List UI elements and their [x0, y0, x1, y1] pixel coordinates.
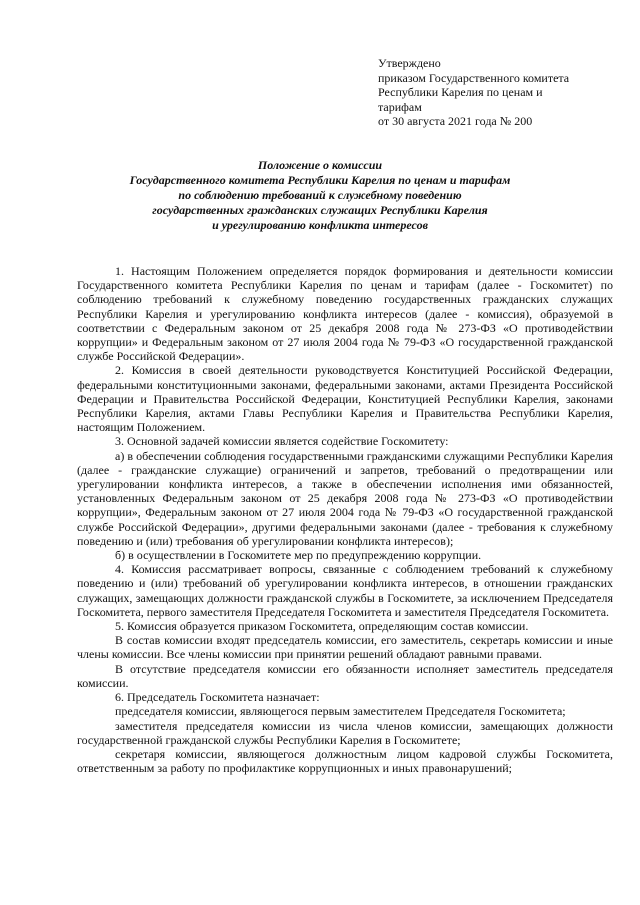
- paragraph: 3. Основной задачей комиссии является содействие Госкомитету:: [115, 434, 449, 449]
- approval-line: тарифам: [378, 99, 422, 114]
- title-line: государственных гражданских служащих Республики Карелия: [152, 203, 488, 217]
- approval-line: Утверждено: [378, 56, 441, 70]
- paragraph: В состав комиссии входят председатель комиссии, его заместитель, секретарь комиссии и иные члены комиссии. Все члены комиссии при принятии решений обладают равными правами.: [77, 633, 613, 662]
- title-line: Государственного комитета Республики Карелия по ценам и тарифам: [129, 173, 511, 187]
- approval-line: Республики Карелия по ценам и: [378, 85, 543, 99]
- paragraph: б) в осуществлении в Госкомитете мер по предупреждению коррупции.: [115, 548, 482, 563]
- paragraph: 2. Комиссия в своей деятельности руководствуется Конституцией Российской Федерации, федеральными конституционными законами, федеральными законами, актами Президента Российской Федерации и Правительства Российской Федерации, Конституцией Республики Карелия, законами Республики Карелия, актами Главы Республики Карелия и Правительства Республики Карелия, настоящим Положением.: [77, 363, 613, 435]
- paragraph: 6. Председатель Госкомитета назначает:: [115, 690, 320, 705]
- title-line: Положение о комиссии: [257, 158, 383, 172]
- approval-block: [378, 56, 618, 129]
- paragraph: председателя комиссии, являющегося первым заместителем Председателя Госкомитета;: [115, 704, 566, 719]
- paragraph: 1. Настоящим Положением определяется порядок формирования и деятельности комиссии Государственного комитета Республики Карелия по ценам и тарифам (далее - Госкомитет) по соблюдению требований к служебному поведению государственных гражданских служащих Республики Карелия и урегулированию конфликта интересов (далее - комиссия), образуемой в соответствии с Федеральным законом от 25 декабря 2008 года № 273-ФЗ «О противодействии коррупции» и Федеральным законом от 27 июля 2004 года № 79-ФЗ «О государственной гражданской службе Российской Федерации».: [77, 264, 613, 364]
- paragraph: заместителя председателя комиссии из числа членов комиссии, замещающих должности государственной гражданской службы Республики Карелия в Госкомитете;: [77, 718, 613, 747]
- title-line: по соблюдению требований к служебному поведению: [178, 188, 462, 202]
- document-body: [77, 264, 613, 775]
- paragraph: 5. Комиссия образуется приказом Госкомитета, определяющим состав комиссии.: [115, 619, 529, 634]
- approval-line: приказом Государственного комитета: [378, 70, 570, 85]
- paragraph: секретаря комиссии, являющегося должностным лицом кадровой службы Госкомитета, ответственным за работу по профилактике коррупционных и иных правонарушений;: [77, 746, 613, 776]
- title-line: и урегулированию конфликта интересов: [212, 218, 428, 232]
- approval-line: от 30 августа 2021 года № 200: [378, 114, 533, 128]
- paragraph: 4. Комиссия рассматривает вопросы, связанные с соблюдением требований к служебному поведению и (или) требований об урегулировании конфликта интересов, в отношении гражданских служащих, замещающих должности гражданской службы в Госкомитете, за исключением Председателя Госкомитета, первого заместителя Председателя Госкомитета и заместителя Председателя Госкомитета.: [77, 562, 613, 619]
- paragraph: а) в обеспечении соблюдения государственными гражданскими служащими Республики Карелия (далее - гражданские служащие) ограничений и запретов, требований о предотвращении или урегулировании конфликта интересов, а также в обеспечении исполнения ими обязанностей, установленных Федеральным законом от 25 декабря 2008 года № 273-ФЗ «О противодействии коррупции», Федеральным законом от 27 июля 2004 года № 79-ФЗ «О государственной гражданской службе Российской Федерации», другими федеральными законами (далее - требования к служебному поведению и (или) требования об урегулировании конфликта интересов);: [77, 448, 613, 548]
- document-title: [80, 158, 560, 233]
- paragraph: В отсутствие председателя комиссии его обязанности исполняет заместитель председателя комиссии.: [77, 661, 613, 690]
